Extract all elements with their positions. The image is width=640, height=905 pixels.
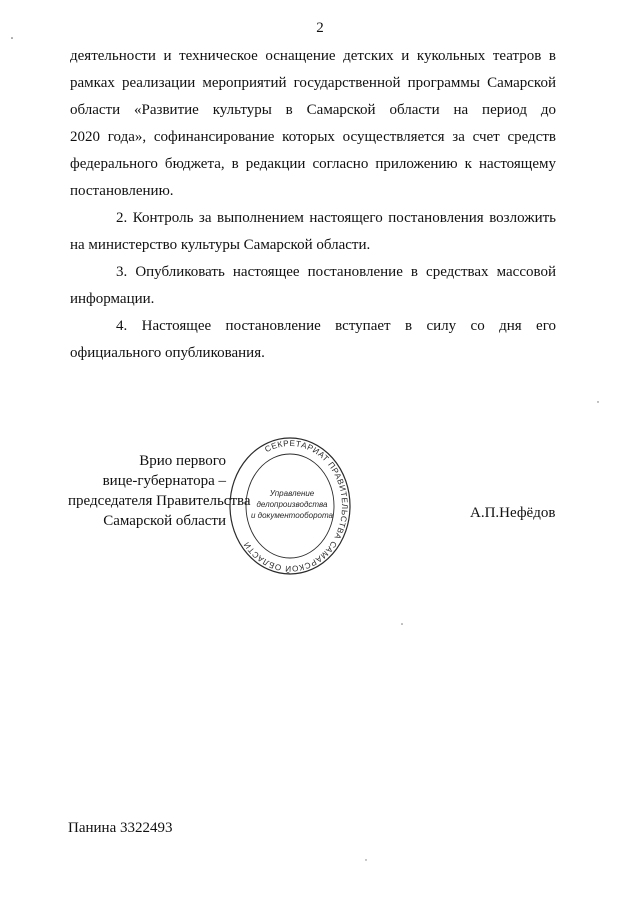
paragraph-1-line: области «Развитие культуры в Самарской области на период до	[70, 102, 556, 118]
item-3-line: информации.	[70, 291, 155, 307]
item-4-line: официального опубликования.	[70, 345, 265, 361]
item-4-line: 4. Настоящее постановление вступает в силу со дня его	[116, 318, 556, 334]
item-2-line: на министерство культуры Самарской области.	[70, 237, 371, 253]
paragraph-1-line: 2020 года», софинансирование которых осуществляется за счет средств	[70, 129, 556, 145]
stamp-center-line: Управление	[269, 489, 315, 498]
signatory-title-line: Самарской области	[103, 513, 226, 529]
signatory-title	[68, 451, 251, 531]
signatory-title-line: председателя Правительства	[68, 493, 251, 509]
stamp-center-line: делопроизводства	[256, 500, 328, 509]
page-number: 2	[316, 20, 324, 36]
executor-note: Панина 3322493	[68, 820, 173, 836]
paragraph-1-line: федерального бюджета, в редакции согласно приложению к настоящему	[70, 156, 556, 172]
item-3-line: 3. Опубликовать настоящее постановление в средствах массовой	[116, 264, 556, 280]
stamp-center-line: и документооборота	[251, 511, 333, 520]
paragraph-1-line: постановлению.	[70, 183, 174, 199]
item-2	[70, 205, 556, 259]
signatory-name: А.П.Нефёдов	[470, 505, 556, 521]
paragraph-1-line: рамках реализации мероприятий государственной программы Самарской	[70, 75, 556, 91]
item-4	[70, 313, 556, 367]
item-2-line: 2. Контроль за выполнением настоящего постановления возложить	[116, 210, 556, 226]
item-3	[70, 259, 556, 313]
paragraph-1-line: деятельности и техническое оснащение детских и кукольных театров в	[70, 48, 556, 64]
signatory-title-line: вице-губернатора –	[102, 473, 226, 489]
paragraph-1	[70, 43, 556, 205]
signatory-title-line: Врио первого	[139, 453, 226, 469]
stamp-ring-text: СЕКРЕТАРИАТ ПРАВИТЕЛЬСТВА САМАРСКОЙ ОБЛАСТИ	[241, 438, 350, 574]
